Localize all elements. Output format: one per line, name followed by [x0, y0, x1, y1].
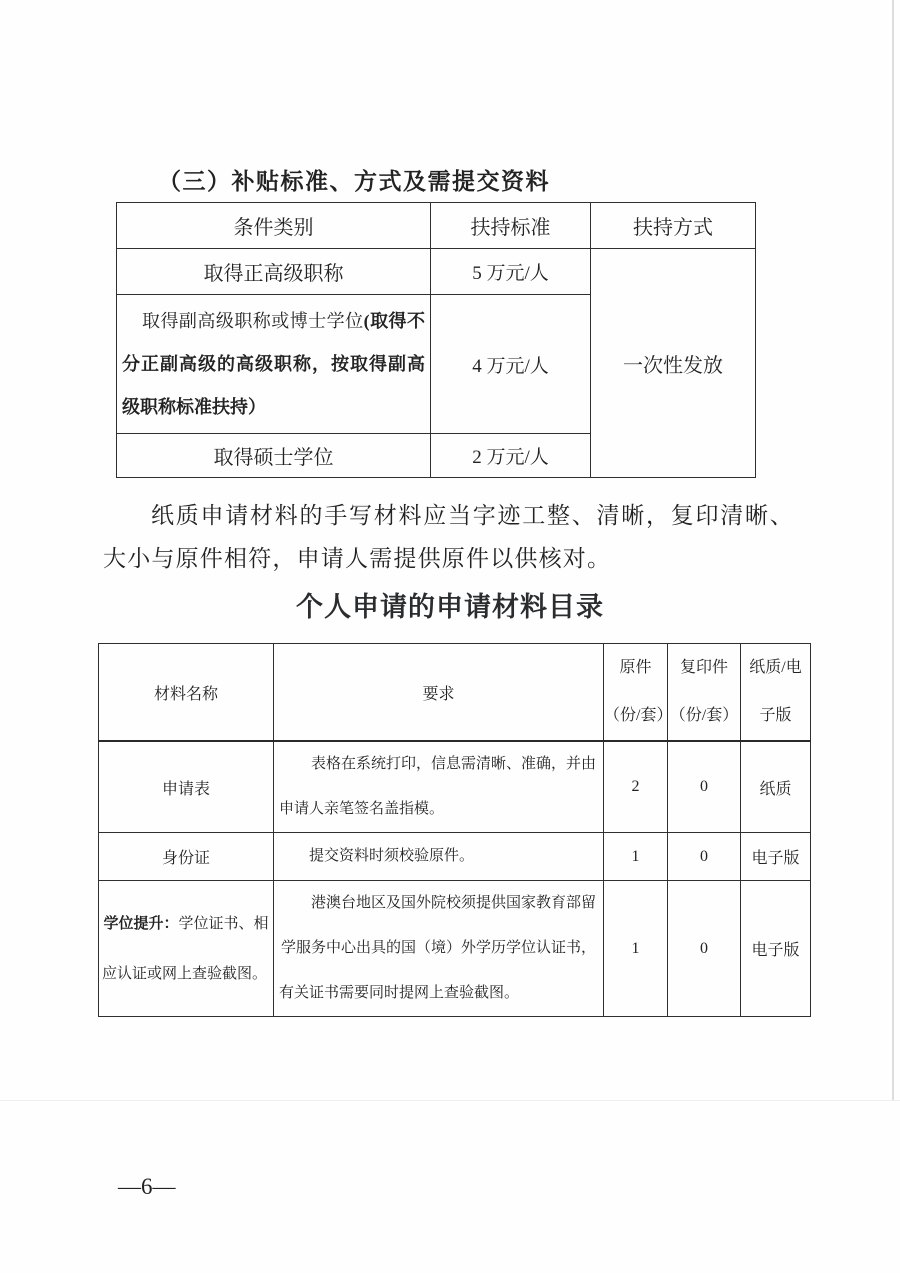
- cell-requirement: 提交资料时须校验原件。: [274, 833, 604, 881]
- scan-edge-shadow: [892, 0, 894, 1101]
- header-material-name: 材料名称: [99, 644, 274, 742]
- category-text-bold: (取得不分正副高级的高级职称，按取得副高级职称标准扶持）: [122, 310, 426, 417]
- header-format: [741, 644, 811, 742]
- header-copy-line2: （份/套）: [669, 707, 739, 724]
- page-number: —6—: [118, 1174, 176, 1199]
- cell-category: [117, 295, 431, 434]
- material-name-rest: 学位证书、相应认证或网上查验截图。: [102, 915, 269, 982]
- cell-method-merged: 一次性发放: [591, 249, 756, 478]
- section-heading: （三）补贴标准、方式及需提交资料: [158, 169, 550, 194]
- cell-format: 电子版: [741, 881, 811, 1017]
- header-requirement: 要求: [274, 644, 604, 742]
- intro-paragraph: 纸质申请材料的手写材料应当字迹工整、清晰，复印清晰、大小与原件相符，申请人需提供原件以供核对。: [103, 503, 794, 571]
- header-copy-line1: 复印件: [679, 659, 728, 676]
- header-support-method: 扶持方式: [591, 203, 756, 249]
- cell-material-name: [99, 881, 274, 1017]
- cell-material-name: 申请表: [99, 741, 274, 833]
- header-support-standard: 扶持标准: [431, 203, 591, 249]
- cell-copy-count: 0: [668, 881, 741, 1017]
- cell-material-name: 身份证: [99, 833, 274, 881]
- cell-original-count: 2: [604, 741, 668, 833]
- scan-fold-line: [0, 1100, 900, 1101]
- category-text-normal: 取得副高级职称或博士学位: [142, 310, 364, 331]
- table-header-row: [99, 644, 811, 742]
- cell-format: 电子版: [741, 833, 811, 881]
- cell-copy-count: 0: [668, 741, 741, 833]
- table-row: [117, 249, 756, 295]
- cell-standard: 2 万元/人: [431, 434, 591, 478]
- catalog-title: 个人申请的申请材料目录: [296, 592, 604, 622]
- header-format-line2: 子版: [759, 707, 792, 724]
- header-condition-category: 条件类别: [117, 203, 431, 249]
- header-copy-count: [668, 644, 741, 742]
- cell-category: 取得正高级职称: [117, 249, 431, 295]
- header-original-line1: 原件: [619, 659, 652, 676]
- cell-requirement: 港澳台地区及国外院校须提供国家教育部留学服务中心出具的国（境）外学历学位认证书，有关证书需要同时提网上查验截图。: [274, 881, 604, 1017]
- cell-copy-count: 0: [668, 833, 741, 881]
- cell-standard: 5 万元/人: [431, 249, 591, 295]
- cell-original-count: 1: [604, 881, 668, 1017]
- cell-category: 取得硕士学位: [117, 434, 431, 478]
- header-format-line1: 纸质/电: [749, 659, 802, 676]
- subsidy-standards-table: [116, 202, 756, 478]
- header-original-count: [604, 644, 673, 742]
- table-header-row: [117, 203, 756, 249]
- cell-standard: 4 万元/人: [431, 295, 591, 434]
- cell-format: 纸质: [741, 741, 811, 833]
- cell-requirement: 表格在系统打印，信息需清晰、准确，并由申请人亲笔签名盖指模。: [274, 741, 604, 833]
- table-row: [99, 833, 811, 881]
- table-row: [99, 741, 811, 833]
- application-materials-table: [98, 643, 811, 1017]
- material-name-bold: 学位提升：: [103, 915, 179, 932]
- table-row: [99, 881, 811, 1017]
- header-original-line2: （份/套）: [604, 707, 673, 724]
- cell-original-count: 1: [604, 833, 668, 881]
